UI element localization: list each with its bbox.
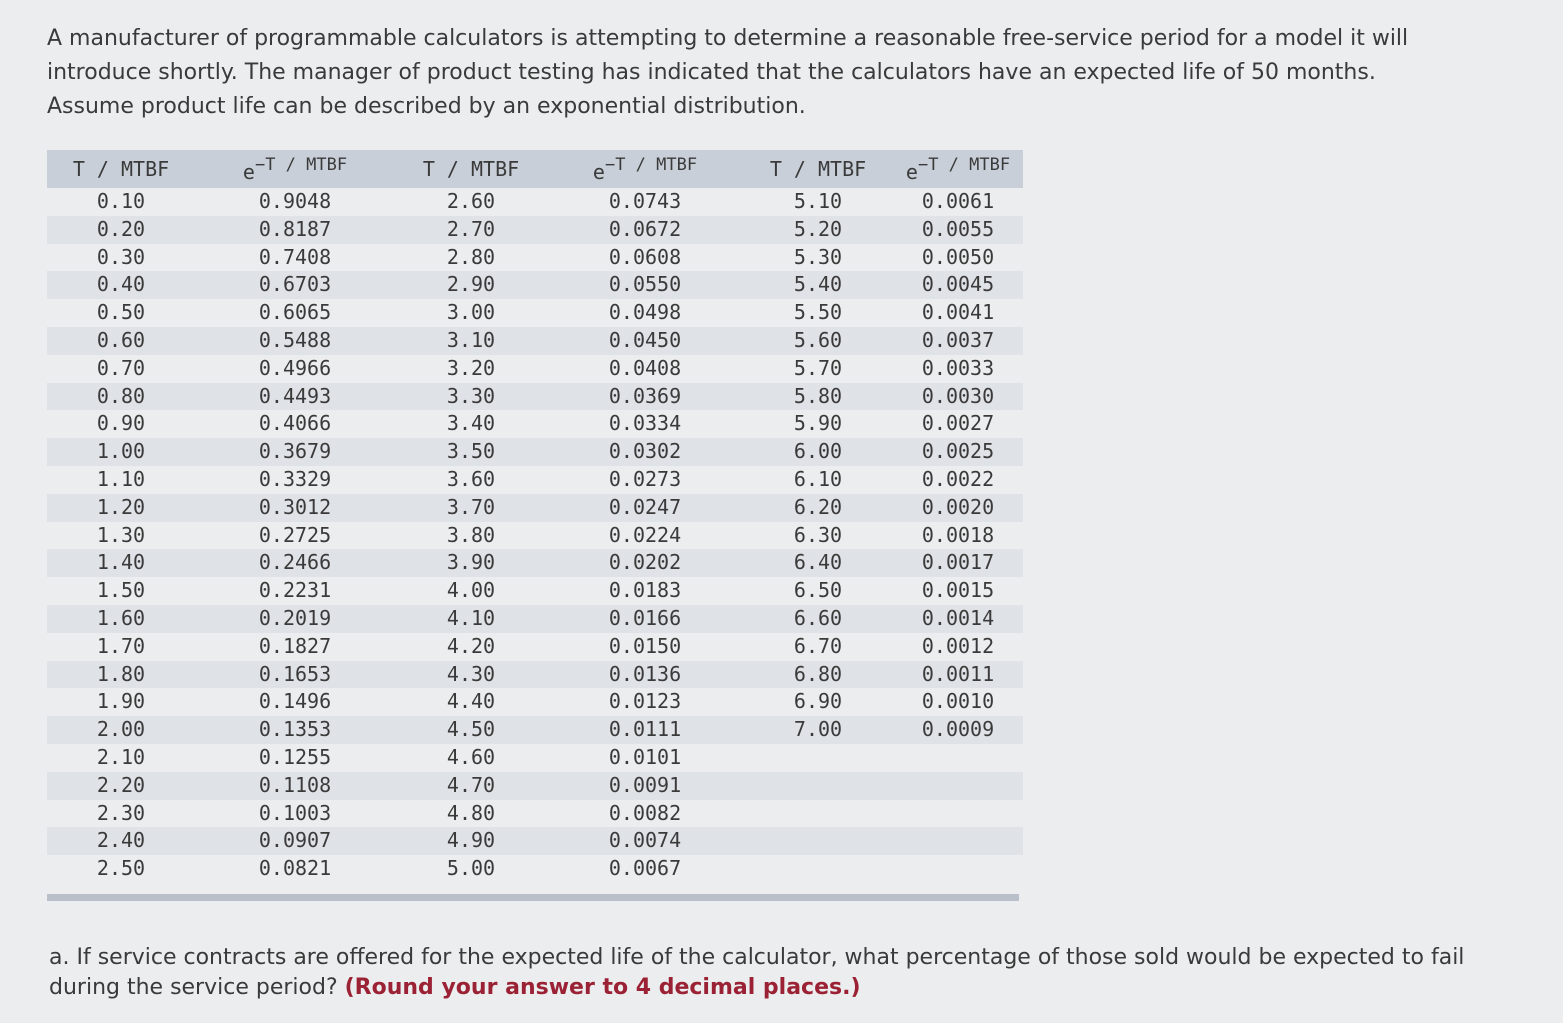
exp-value-cell <box>893 800 1023 828</box>
table-row <box>47 522 1023 550</box>
t-mtbf-cell: 3.20 <box>395 355 547 383</box>
exp-value-cell: 0.6065 <box>195 299 395 327</box>
t-mtbf-cell: 2.00 <box>47 716 195 744</box>
t-mtbf-cell: 3.50 <box>395 438 547 466</box>
t-mtbf-cell: 6.90 <box>743 688 893 716</box>
table-body <box>47 188 1023 883</box>
t-mtbf-cell: 6.70 <box>743 633 893 661</box>
t-mtbf-cell: 2.30 <box>47 800 195 828</box>
t-mtbf-cell: 0.50 <box>47 299 195 327</box>
t-mtbf-cell: 1.90 <box>47 688 195 716</box>
t-mtbf-cell: 5.00 <box>395 855 547 883</box>
exp-value-cell: 0.0101 <box>547 744 743 772</box>
exp-value-cell: 0.1827 <box>195 633 395 661</box>
t-mtbf-cell: 6.80 <box>743 661 893 689</box>
table-row <box>47 661 1023 689</box>
exp-value-cell: 0.0273 <box>547 466 743 494</box>
exp-value-cell: 0.0672 <box>547 216 743 244</box>
t-mtbf-cell: 0.10 <box>47 188 195 216</box>
header-exp-power: −T / MTBF <box>917 154 1011 175</box>
exp-value-cell: 0.0907 <box>195 827 395 855</box>
t-mtbf-cell: 5.60 <box>743 327 893 355</box>
exp-value-cell <box>893 772 1023 800</box>
t-mtbf-cell: 3.90 <box>395 549 547 577</box>
t-mtbf-cell: 5.70 <box>743 355 893 383</box>
exp-value-cell <box>893 855 1023 883</box>
t-mtbf-cell: 2.20 <box>47 772 195 800</box>
t-mtbf-cell <box>743 800 893 828</box>
exp-value-cell: 0.0450 <box>547 327 743 355</box>
table-row <box>47 216 1023 244</box>
header-t-mtbf-1: T / MTBF <box>47 150 195 188</box>
exp-value-cell: 0.0027 <box>893 410 1023 438</box>
exp-value-cell: 0.9048 <box>195 188 395 216</box>
t-mtbf-cell: 4.50 <box>395 716 547 744</box>
exp-value-cell <box>893 744 1023 772</box>
exp-value-cell: 0.5488 <box>195 327 395 355</box>
exp-value-cell: 0.6703 <box>195 271 395 299</box>
exp-value-cell: 0.0224 <box>547 522 743 550</box>
exp-value-cell: 0.0111 <box>547 716 743 744</box>
header-exp-1 <box>195 150 395 188</box>
exp-value-cell: 0.2019 <box>195 605 395 633</box>
exp-value-cell: 0.0183 <box>547 577 743 605</box>
t-mtbf-cell: 6.00 <box>743 438 893 466</box>
t-mtbf-cell: 4.80 <box>395 800 547 828</box>
exp-value-cell <box>893 827 1023 855</box>
exp-value-cell: 0.8187 <box>195 216 395 244</box>
t-mtbf-cell: 5.90 <box>743 410 893 438</box>
t-mtbf-cell: 4.90 <box>395 827 547 855</box>
t-mtbf-cell: 4.20 <box>395 633 547 661</box>
exp-value-cell: 0.4493 <box>195 383 395 411</box>
exp-value-cell: 0.0033 <box>893 355 1023 383</box>
t-mtbf-cell: 4.70 <box>395 772 547 800</box>
t-mtbf-cell: 6.20 <box>743 494 893 522</box>
header-exp-power: −T / MTBF <box>254 154 348 175</box>
t-mtbf-cell: 6.40 <box>743 549 893 577</box>
exp-value-cell: 0.1496 <box>195 688 395 716</box>
t-mtbf-cell: 7.00 <box>743 716 893 744</box>
exponential-table <box>47 150 1023 883</box>
t-mtbf-cell: 2.80 <box>395 244 547 272</box>
exp-value-cell: 0.0498 <box>547 299 743 327</box>
t-mtbf-cell: 6.30 <box>743 522 893 550</box>
table-row <box>47 383 1023 411</box>
t-mtbf-cell: 6.60 <box>743 605 893 633</box>
t-mtbf-cell: 3.10 <box>395 327 547 355</box>
exp-value-cell: 0.0022 <box>893 466 1023 494</box>
t-mtbf-cell: 1.40 <box>47 549 195 577</box>
t-mtbf-cell: 4.10 <box>395 605 547 633</box>
t-mtbf-cell: 5.30 <box>743 244 893 272</box>
t-mtbf-cell: 0.40 <box>47 271 195 299</box>
exp-value-cell: 0.0202 <box>547 549 743 577</box>
t-mtbf-cell: 1.70 <box>47 633 195 661</box>
t-mtbf-cell: 6.50 <box>743 577 893 605</box>
table-row <box>47 744 1023 772</box>
t-mtbf-cell <box>743 855 893 883</box>
header-exp-base: e <box>905 159 918 184</box>
exp-value-cell: 0.0030 <box>893 383 1023 411</box>
table-row <box>47 577 1023 605</box>
exp-value-cell: 0.2725 <box>195 522 395 550</box>
t-mtbf-cell: 3.70 <box>395 494 547 522</box>
problem-statement: A manufacturer of programmable calculators is attempting to determine a reasonable free-service period for a model it will introduce shortly. The manager of product testing has indicated that the calculators have an expected life of 50 months. Assume product life can be described by an exponential distribution. <box>47 26 1409 119</box>
t-mtbf-cell: 2.70 <box>395 216 547 244</box>
t-mtbf-cell: 3.00 <box>395 299 547 327</box>
table-row <box>47 605 1023 633</box>
t-mtbf-cell: 0.90 <box>47 410 195 438</box>
t-mtbf-cell: 3.80 <box>395 522 547 550</box>
exp-value-cell: 0.0166 <box>547 605 743 633</box>
exp-value-cell: 0.3679 <box>195 438 395 466</box>
table-row <box>47 827 1023 855</box>
table-header-row <box>47 150 1023 188</box>
exp-value-cell: 0.0821 <box>195 855 395 883</box>
exp-value-cell: 0.0015 <box>893 577 1023 605</box>
exp-value-cell: 0.3012 <box>195 494 395 522</box>
t-mtbf-cell <box>743 772 893 800</box>
exp-value-cell: 0.1353 <box>195 716 395 744</box>
exp-value-cell: 0.0017 <box>893 549 1023 577</box>
t-mtbf-cell: 1.60 <box>47 605 195 633</box>
question-text: a. If service contracts are offered for the expected life of the calculator, what percentage of those sold would be expected to fail during the service period? <box>49 945 1465 1000</box>
exp-value-cell: 0.0150 <box>547 633 743 661</box>
exp-value-cell: 0.0334 <box>547 410 743 438</box>
t-mtbf-cell: 1.80 <box>47 661 195 689</box>
header-exp-3 <box>893 150 1023 188</box>
table-row <box>47 327 1023 355</box>
t-mtbf-cell: 1.00 <box>47 438 195 466</box>
t-mtbf-cell: 6.10 <box>743 466 893 494</box>
exp-value-cell: 0.2466 <box>195 549 395 577</box>
table-row <box>47 438 1023 466</box>
table-row <box>47 244 1023 272</box>
exp-value-cell: 0.0045 <box>893 271 1023 299</box>
table-row <box>47 772 1023 800</box>
t-mtbf-cell: 2.50 <box>47 855 195 883</box>
question-a <box>49 943 1469 1003</box>
exp-value-cell: 0.1108 <box>195 772 395 800</box>
t-mtbf-cell: 2.60 <box>395 188 547 216</box>
t-mtbf-cell <box>743 827 893 855</box>
exp-value-cell: 0.0302 <box>547 438 743 466</box>
exp-value-cell: 0.7408 <box>195 244 395 272</box>
exp-value-cell: 0.0091 <box>547 772 743 800</box>
t-mtbf-cell: 5.40 <box>743 271 893 299</box>
t-mtbf-cell: 5.50 <box>743 299 893 327</box>
t-mtbf-cell: 2.10 <box>47 744 195 772</box>
exp-value-cell: 0.0055 <box>893 216 1023 244</box>
header-exp-base: e <box>592 159 605 184</box>
table-row <box>47 800 1023 828</box>
t-mtbf-cell: 1.10 <box>47 466 195 494</box>
table-row <box>47 633 1023 661</box>
exp-value-cell: 0.0408 <box>547 355 743 383</box>
exp-value-cell: 0.4966 <box>195 355 395 383</box>
exp-value-cell: 0.0550 <box>547 271 743 299</box>
exp-value-cell: 0.0020 <box>893 494 1023 522</box>
header-exp-2 <box>547 150 743 188</box>
exp-value-cell: 0.0061 <box>893 188 1023 216</box>
table-row <box>47 355 1023 383</box>
table-row <box>47 271 1023 299</box>
table-row <box>47 299 1023 327</box>
exp-value-cell: 0.0014 <box>893 605 1023 633</box>
exp-value-cell: 0.0010 <box>893 688 1023 716</box>
exp-value-cell: 0.0369 <box>547 383 743 411</box>
table-row <box>47 410 1023 438</box>
t-mtbf-cell: 3.60 <box>395 466 547 494</box>
t-mtbf-cell: 5.20 <box>743 216 893 244</box>
exp-value-cell: 0.4066 <box>195 410 395 438</box>
exp-value-cell: 0.0009 <box>893 716 1023 744</box>
exp-value-cell: 0.0082 <box>547 800 743 828</box>
t-mtbf-cell: 2.90 <box>395 271 547 299</box>
exp-value-cell: 0.0608 <box>547 244 743 272</box>
t-mtbf-cell <box>743 744 893 772</box>
exp-value-cell: 0.1653 <box>195 661 395 689</box>
exp-value-cell: 0.0247 <box>547 494 743 522</box>
exp-value-cell: 0.0050 <box>893 244 1023 272</box>
header-t-mtbf-2: T / MTBF <box>395 150 547 188</box>
t-mtbf-cell: 5.80 <box>743 383 893 411</box>
table-row <box>47 688 1023 716</box>
exp-value-cell: 0.0018 <box>893 522 1023 550</box>
exp-value-cell: 0.0136 <box>547 661 743 689</box>
t-mtbf-cell: 2.40 <box>47 827 195 855</box>
t-mtbf-cell: 4.60 <box>395 744 547 772</box>
table-row <box>47 188 1023 216</box>
table-row <box>47 466 1023 494</box>
header-exp-power: −T / MTBF <box>604 154 698 175</box>
exp-value-cell: 0.0037 <box>893 327 1023 355</box>
exp-value-cell: 0.3329 <box>195 466 395 494</box>
t-mtbf-cell: 0.20 <box>47 216 195 244</box>
header-exp-base: e <box>242 159 255 184</box>
t-mtbf-cell: 0.30 <box>47 244 195 272</box>
exp-value-cell: 0.1003 <box>195 800 395 828</box>
t-mtbf-cell: 1.20 <box>47 494 195 522</box>
exp-value-cell: 0.2231 <box>195 577 395 605</box>
t-mtbf-cell: 4.40 <box>395 688 547 716</box>
table-row <box>47 494 1023 522</box>
rounding-instruction: (Round your answer to 4 decimal places.) <box>344 975 861 1000</box>
exp-value-cell: 0.0025 <box>893 438 1023 466</box>
exp-value-cell: 0.0123 <box>547 688 743 716</box>
t-mtbf-cell: 1.50 <box>47 577 195 605</box>
t-mtbf-cell: 4.30 <box>395 661 547 689</box>
exp-value-cell: 0.0012 <box>893 633 1023 661</box>
t-mtbf-cell: 5.10 <box>743 188 893 216</box>
t-mtbf-cell: 1.30 <box>47 522 195 550</box>
table-row <box>47 716 1023 744</box>
t-mtbf-cell: 4.00 <box>395 577 547 605</box>
t-mtbf-cell: 3.30 <box>395 383 547 411</box>
exp-value-cell: 0.0074 <box>547 827 743 855</box>
exp-value-cell: 0.0067 <box>547 855 743 883</box>
exp-value-cell: 0.0041 <box>893 299 1023 327</box>
table-bottom-rule <box>47 894 1019 901</box>
table-row <box>47 855 1023 883</box>
t-mtbf-cell: 3.40 <box>395 410 547 438</box>
t-mtbf-cell: 0.80 <box>47 383 195 411</box>
exp-value-cell: 0.0743 <box>547 188 743 216</box>
t-mtbf-cell: 0.70 <box>47 355 195 383</box>
table-row <box>47 549 1023 577</box>
exp-value-cell: 0.1255 <box>195 744 395 772</box>
header-t-mtbf-3: T / MTBF <box>743 150 893 188</box>
t-mtbf-cell: 0.60 <box>47 327 195 355</box>
exp-value-cell: 0.0011 <box>893 661 1023 689</box>
